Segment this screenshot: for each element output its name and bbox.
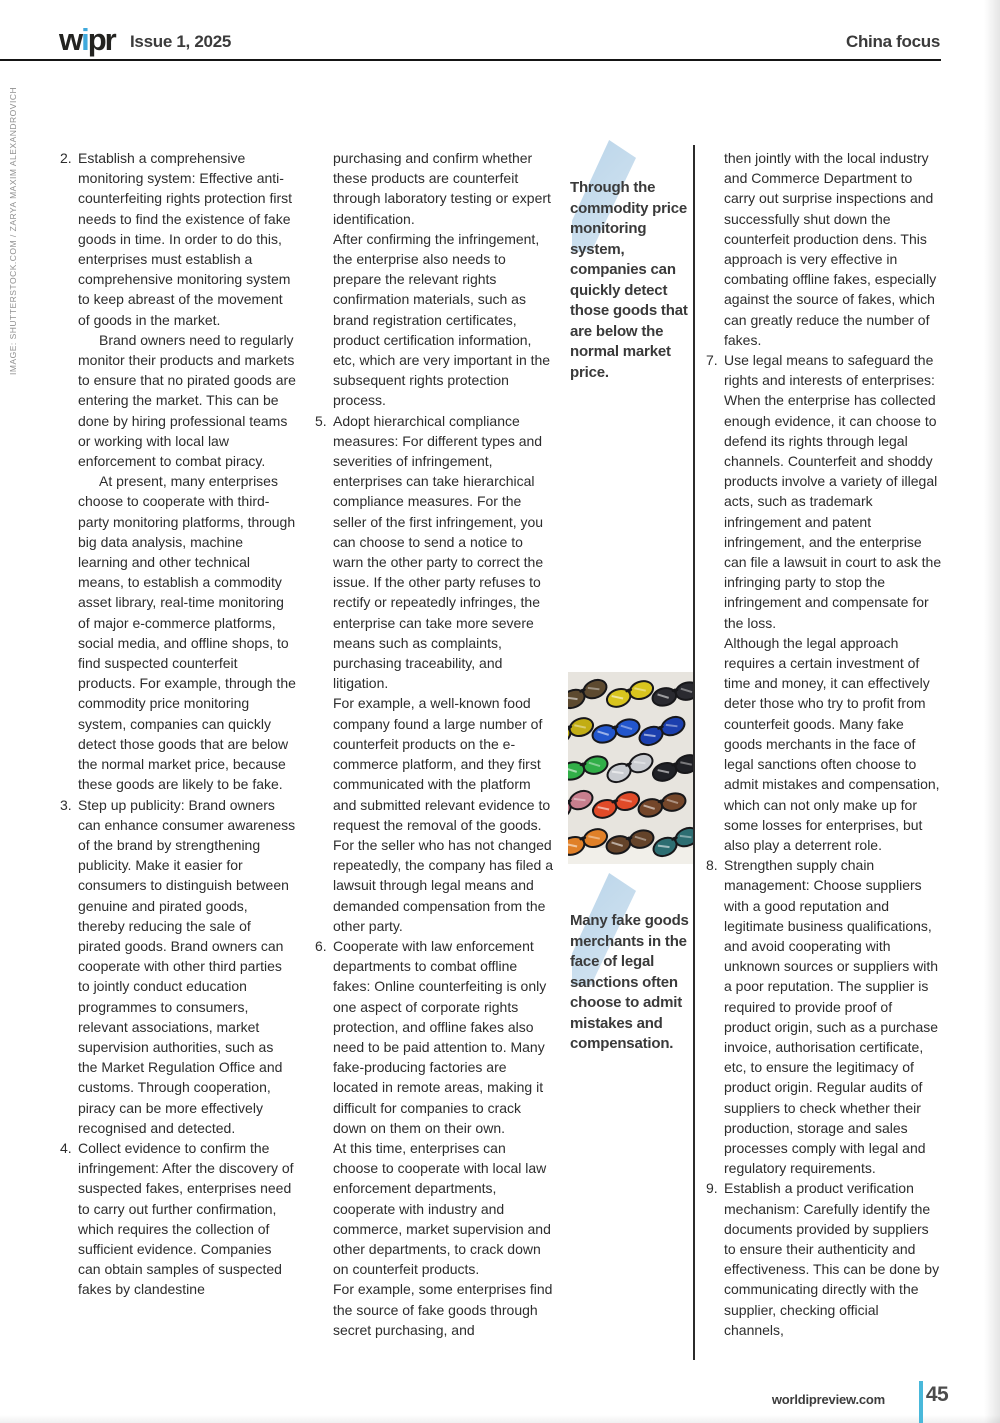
item-number: 2. xyxy=(60,150,72,166)
list-continuation xyxy=(315,148,553,411)
article-column-2 xyxy=(315,148,553,1340)
list-item-6 xyxy=(315,936,553,1340)
list-item-2 xyxy=(60,148,296,795)
paragraph: Adopt hierarchical compliance measures: For different types and severities of infringement, enterprises can take hierarchical compliance measures. For the seller of the first infringement, you can choose to send a notice to warn the other party to correct the issue. If the other party refuses to rectify or repeatedly infringes, the enterprise can take more severe means such as complaints, purchasing traceability, and litigation. xyxy=(333,412,544,692)
item-number: 5. xyxy=(315,412,327,429)
footer-page-number: 45 xyxy=(925,1383,949,1406)
paragraph: purchasing and confirm whether these products are counterfeit through laboratory testing or expert identification. xyxy=(333,150,551,227)
list-item-3 xyxy=(60,795,296,1138)
paragraph: Establish a product verification mechanism: Carefully identify the documents provided by suppliers to ensure their authenticity and effectiveness. This can be done by communicating directly with the supplier, checking official channels, xyxy=(724,1180,940,1338)
paragraph: At present, many enterprises choose to cooperate with third-party monitoring platforms, through big data analysis, machine learning and other technical means, to establish a commodity asset library, real-time monitoring of major e-commerce platforms, social media, and offline shops, to find suspected counterfeit products. For example, through the commodity price monitoring system, companies can quickly detect those goods that are below the normal market price, because these goods are likely to be fake. xyxy=(78,473,296,793)
footer-accent-bar xyxy=(919,1381,923,1423)
header-rule xyxy=(0,59,941,61)
paragraph: Cooperate with law enforcement departments to combat offline fakes: Online counterfeiting is only one aspect of corporate rights protection, and offline fakes also need to be paid attention to. Many fake-producing factories are located in remote areas, making it difficult for companies to crack down on them on their own. xyxy=(333,937,547,1136)
paragraph: Use legal means to safeguard the rights and interests of enterprises: When the enterprise has collected enough evidence, it can choose to defend its rights through legal channels. Counterfeit and shoddy products involve a variety of illegal acts, such as trademark infringement and patent infringement, and the enterprise can file a lawsuit in court to ask the infringing party to stop the infringement and compensate for the loss. xyxy=(724,352,942,631)
item-number: 3. xyxy=(60,796,72,813)
list-item-5 xyxy=(315,411,553,936)
paragraph: Establish a comprehensive monitoring system: Effective anti-counterfeiting rights protection first needs to find the existence of fake goods in time. In order to do this, enterprises must establish a comprehensive monitoring system to keep abreast of the movement of goods in the market. xyxy=(78,150,292,328)
aside-rail xyxy=(570,140,693,1360)
paragraph: Although the legal approach requires a certain investment of time and money, it can effectively deter those who try to profit from counterfeit goods. Many fake goods merchants in the face of legal sanctions often choose to admit mistakes and compensation, which can not only make up for some losses for enterprises, but also play a deterrent role. xyxy=(724,634,940,853)
section-label: China focus xyxy=(846,32,940,51)
item-number: 9. xyxy=(706,1180,718,1197)
item-number: 7. xyxy=(706,352,718,369)
list-item-9 xyxy=(706,1178,942,1340)
issue-label: Issue 1, 2025 xyxy=(130,32,232,51)
item-number: 4. xyxy=(60,1139,72,1156)
footer-website: worldipreview.com xyxy=(771,1392,885,1407)
wipr-logo xyxy=(59,24,115,55)
pull-quote-2-text: Many fake goods merchants in the face of legal sanctions often choose to admit mistakes and compensation. xyxy=(570,912,689,1052)
logo-letter-i: i xyxy=(81,22,88,57)
list-item-4 xyxy=(60,1138,296,1300)
image-credit: IMAGE: SHUTTERSTOCK.COM / ZARYA MAXIM ALEXANDROVICH xyxy=(8,86,18,375)
sunglasses-photo xyxy=(568,672,694,864)
pull-quote-1 xyxy=(570,140,693,383)
paragraph: Collect evidence to confirm the infringement: After the discovery of suspected fakes, enterprises need to carry out further confirmation, which requires the collection of sufficient evidence. Companies can obtain samples of suspected fakes by clandestine xyxy=(78,1139,294,1298)
article-column-3 xyxy=(706,148,942,1340)
list-continuation xyxy=(706,148,942,350)
paragraph: For example, some enterprises find the source of fake goods through secret purchasing, and xyxy=(333,1281,553,1338)
paragraph: then jointly with the local industry and Commerce Department to carry out surprise inspections and successfully shut down the counterfeit production dens. This approach is very effective in combating offline fakes, especially against the source of fakes, which can greatly reduce the number of fakes. xyxy=(724,150,937,348)
paragraph: For example, a well-known food company found a large number of counterfeit products on the e-commerce platform, and they first communicated with the platform and submitted relevant evidence to request the removal of the goods. For the seller who has not changed repeatedly, the company has filed a lawsuit through legal means and demanded compensation from the other party. xyxy=(333,695,553,934)
paragraph: After confirming the infringement, the enterprise also needs to prepare the relevant rights confirmation materials, such as brand registration certificates, product certification information, etc, which are very important in the subsequent rights protection process. xyxy=(333,230,551,409)
article-column-1 xyxy=(60,148,296,1300)
logo-letters-pr: pr xyxy=(87,22,115,57)
list-item-7 xyxy=(706,350,942,855)
paragraph: Strengthen supply chain management: Choose suppliers with a good reputation and legitimate business qualifications, and avoid cooperating with unknown sources or suppliers with a poor reputation. The supplier is required to provide proof of product origin, such as a purchase invoice, authorisation certificate, etc, to ensure the legitimacy of product origin. Regular audits of suppliers to check whether their production, storage and sales processes comply with legal and regulatory requirements. xyxy=(724,857,939,1177)
item-number: 8. xyxy=(706,857,718,874)
list-item-8 xyxy=(706,855,942,1178)
paragraph: Brand owners need to regularly monitor their products and markets to ensure that no pirated goods are entering the market. This can be done by hiring professional teams or working with local law enforcement to combat piracy. xyxy=(78,331,296,470)
paragraph: Step up publicity: Brand owners can enhance consumer awareness of the brand by strengthening publicity. Make it easier for consumers to distinguish between genuine and pirated goods, thereby reducing the sale of pirated goods. Brand owners can cooperate with other third parties to jointly conduct education programmes to consumers, relevant associations, market supervision authorities, such as the Market Regulation Office and customs. Through cooperation, piracy can be more effectively recognised and detected. xyxy=(78,796,296,1136)
logo-letter-w: w xyxy=(59,22,82,57)
paragraph: At this time, enterprises can choose to cooperate with local law enforcement departments, cooperate with industry and commerce, market supervision and other departments, to crack down on counterfeit products. xyxy=(333,1139,551,1278)
column-divider xyxy=(693,145,695,1360)
pull-quote-2 xyxy=(570,873,693,1055)
pull-quote-1-text: Through the commodity price monitoring system, companies can quickly detect those goods that are below the normal market price. xyxy=(570,179,688,381)
item-number: 6. xyxy=(315,937,327,954)
